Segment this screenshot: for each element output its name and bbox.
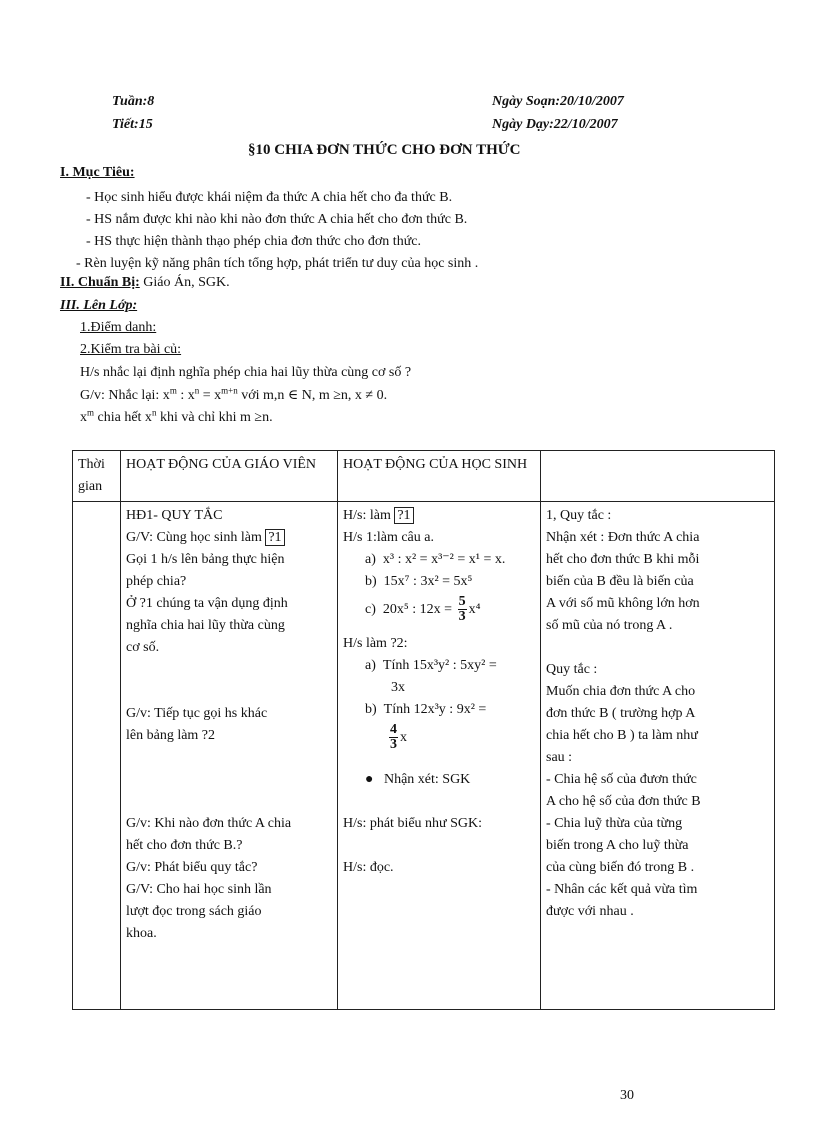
header-teacher: HOẠT ĐỘNG CỦA GIÁO VIÊN	[121, 451, 338, 502]
review-heading: 2.Kiểm tra bài củ:	[80, 342, 182, 357]
section2	[60, 275, 230, 291]
teacher-cell: HĐ1- QUY TẮC G/V: Cùng học sinh làm ?1 Gọi 1 h/s lên bảng thực hiện phép chia? Ở ?1 chúng ta vận dụng định nghĩa chia hai lũy thừa cùng cơ số. G/v: Tiếp tục gọi hs khác lên bảng làm ?2 G/v: Khi nào đơn thức A chia hết cho đơn thức B.? G/v: Phát biểu quy tắc? G/V: Cho hai học sinh lần lượt đọc trong sách giáo khoa.	[121, 502, 338, 1010]
objective-item: - HS nắm được khi nào khi nào đơn thức A chia hết cho đơn thức B.	[86, 212, 468, 227]
time-cell	[73, 502, 121, 1010]
week-label: Tuần:8	[112, 94, 155, 109]
review-question: H/s nhắc lại định nghĩa phép chia hai lũy thừa cùng cơ số ?	[80, 365, 412, 380]
period-label: Tiết:15	[112, 117, 153, 132]
review-condition: $x^m$ chia hết $x^n$ khi và chỉ khi m ≥n.	[80, 407, 273, 425]
section2-text: Giáo Án, SGK.	[139, 275, 230, 290]
header-student: HOẠT ĐỘNG CỦA HỌC SINH	[338, 451, 541, 502]
section2-heading: II. Chuẩn Bị:	[60, 275, 140, 290]
objective-item: - HS thực hiện thành thạo phép chia đơn thức cho đơn thức.	[86, 234, 421, 249]
notes-cell: 1, Quy tắc : Nhận xét : Đơn thức A chia hết cho đơn thức B khi mỗi biến của B đều là biến của A với số mũ không lớn hơn số mũ của nó trong A . Quy tắc : Muốn chia đơn thức A cho đơn thức B ( trường hợp A chia hết cho B ) ta làm như sau : - Chia hệ số của đươn thức A cho hệ số của đơn thức B - Chia luỹ thừa của từng biến trong A cho luỹ thừa của cùng biến đó trong B . - Nhân các kết quả vừa tìm được với nhau .	[541, 502, 775, 1010]
bullet-icon: ●	[365, 772, 374, 787]
header-notes	[541, 451, 775, 502]
student-cell: H/s: làm ?1 H/s 1:làm câu a. a) x³ : x² = x³⁻² = x¹ = x. b) 15x⁷ : 3x² = 5x⁵ c) 20x⁵ : 12x = $\frac{5}{3}$ x⁴ H/s làm ?2: a) Tính 15x³y² : 5xy² = 3x b) Tính 12x³y : 9x² = $\frac{4}{3}$ x ● Nhận xét: SGK H/s: phát biểu như SGK: H/s: đọc.	[338, 502, 541, 1010]
objective-item: - Học sinh hiểu được khái niệm đa thức A chia hết cho đa thức B.	[86, 190, 453, 205]
prep-date: Ngày Soạn:20/10/2007	[492, 94, 624, 109]
fraction: $\frac{4}{3}$	[390, 722, 397, 753]
page-title: §10 CHIA ĐƠN THỨC CHO ĐƠN THỨC	[248, 142, 521, 158]
roll-call: 1.Điểm danh:	[80, 320, 157, 335]
objective-item: - Rèn luyện kỹ năng phân tích tổng hợp, phát triển tư duy của học sinh .	[76, 256, 479, 271]
section1-heading: I. Mục Tiêu:	[60, 165, 135, 180]
section3-heading: III. Lên Lớp:	[60, 298, 138, 313]
header-time: Thời gian	[73, 451, 121, 502]
lesson-table	[72, 450, 775, 1010]
page-number: 30	[620, 1088, 634, 1103]
teach-date: Ngày Dạy:22/10/2007	[492, 117, 618, 132]
review-answer: G/v: Nhắc lại: $x^m$ : $x^n = x^{m+n}$ với m,n ∈ N, m ≥n, x ≠ 0.	[80, 385, 388, 403]
fraction: $\frac{5}{3}$	[458, 594, 466, 625]
